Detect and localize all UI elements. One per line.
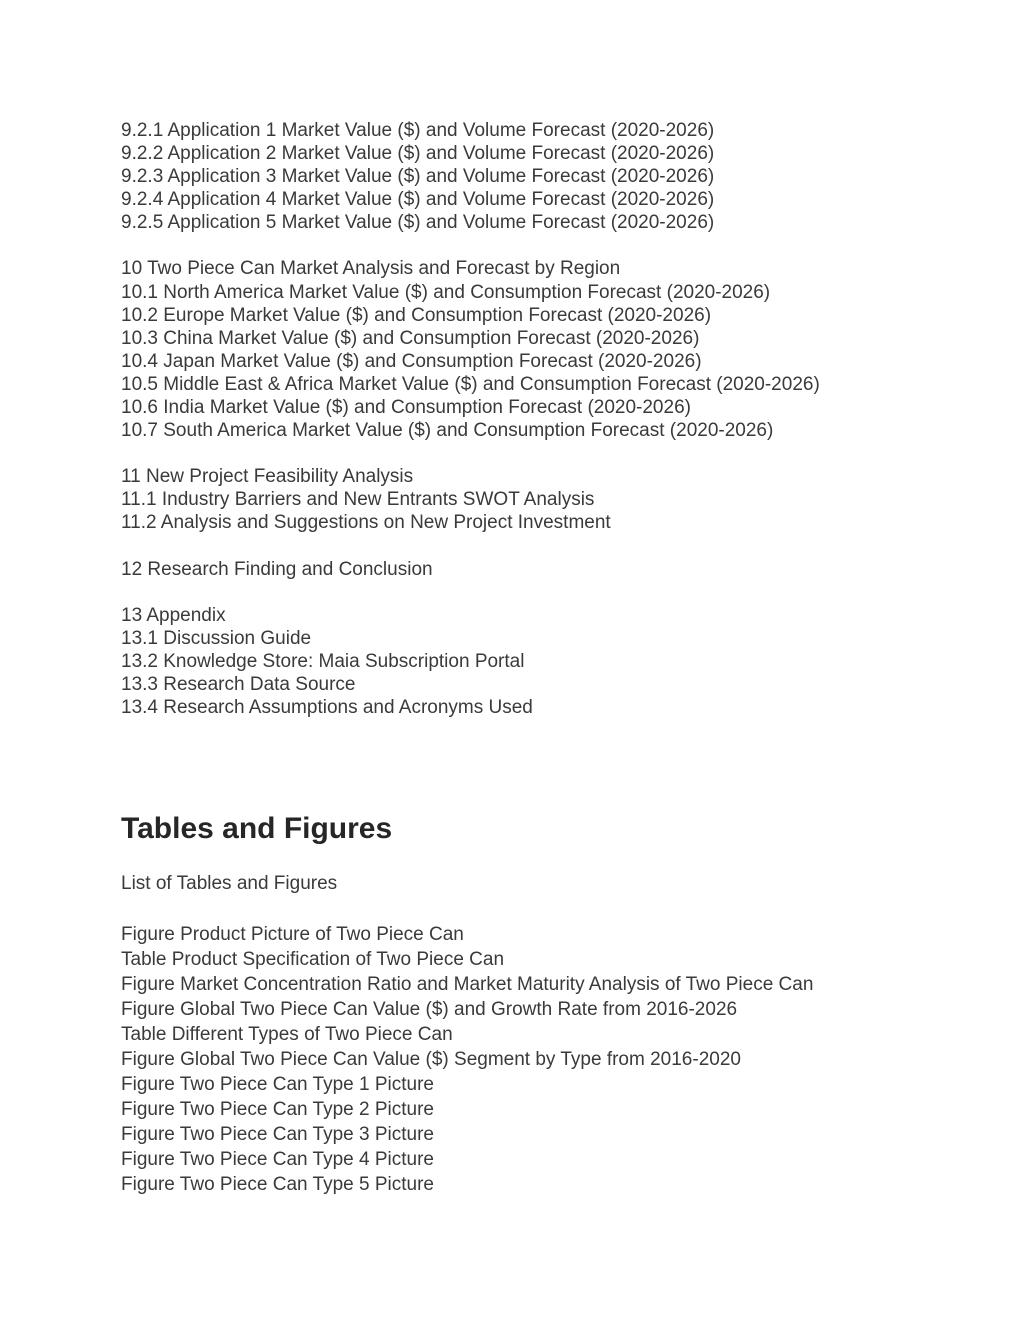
toc-entry: 10.4 Japan Market Value ($) and Consumption Forecast (2020-2026) <box>121 350 702 372</box>
toc-entry: 10.3 China Market Value ($) and Consumption Forecast (2020-2026) <box>121 327 700 349</box>
toc-entry: 10.6 India Market Value ($) and Consumption Forecast (2020-2026) <box>121 397 691 419</box>
toc-entry: 11.1 Industry Barriers and New Entrants SWOT Analysis <box>121 489 595 511</box>
figure-list-item: Figure Two Piece Can Type 2 Picture <box>121 1099 434 1120</box>
toc-entry: 9.2.2 Application 2 Market Value ($) and Volume Forecast (2020-2026) <box>121 143 715 165</box>
toc-entry: 10.5 Middle East & Africa Market Value ($) and Consumption Forecast (2020-2026) <box>121 373 820 395</box>
toc-entry: 10.2 Europe Market Value ($) and Consumption Forecast (2020-2026) <box>121 304 712 326</box>
table-of-contents <box>121 119 981 719</box>
toc-group <box>121 119 981 234</box>
figure-list-item: Figure Market Concentration Ratio and Market Maturity Analysis of Two Piece Can <box>121 974 814 995</box>
figure-list-item: Figure Two Piece Can Type 4 Picture <box>121 1149 434 1170</box>
toc-entry: 13.1 Discussion Guide <box>121 627 312 649</box>
toc-entry: 11.2 Analysis and Suggestions on New Project Investment <box>121 512 611 534</box>
toc-entry: 9.2.4 Application 4 Market Value ($) and Volume Forecast (2020-2026) <box>121 189 715 211</box>
toc-entry: 13.4 Research Assumptions and Acronyms Used <box>121 696 533 718</box>
figure-list-item: Figure Global Two Piece Can Value ($) and Growth Rate from 2016-2026 <box>121 999 738 1020</box>
toc-entry: 13.3 Research Data Source <box>121 673 356 695</box>
figure-list-item: Figure Two Piece Can Type 5 Picture <box>121 1174 434 1195</box>
toc-entry: 11 New Project Feasibility Analysis <box>121 466 414 488</box>
figure-list-item: Figure Two Piece Can Type 3 Picture <box>121 1124 434 1145</box>
toc-entry: 13.2 Knowledge Store: Maia Subscription Portal <box>121 650 525 672</box>
document-page <box>121 119 981 1195</box>
toc-group <box>121 257 981 442</box>
figure-list-item: Figure Global Two Piece Can Value ($) Segment by Type from 2016-2020 <box>121 1049 741 1070</box>
toc-entry: 10.7 South America Market Value ($) and Consumption Forecast (2020-2026) <box>121 420 774 442</box>
section-heading: Tables and Figures <box>121 812 393 845</box>
list-intro: List of Tables and Figures <box>121 873 338 894</box>
toc-entry: 10.1 North America Market Value ($) and Consumption Forecast (2020-2026) <box>121 281 771 303</box>
toc-entry: 10 Two Piece Can Market Analysis and Forecast by Region <box>121 258 621 280</box>
toc-entry: 13 Appendix <box>121 604 226 626</box>
toc-entry: 9.2.3 Application 3 Market Value ($) and Volume Forecast (2020-2026) <box>121 166 715 188</box>
figure-list-item: Table Product Specification of Two Piece Can <box>121 949 505 970</box>
toc-group <box>121 558 981 581</box>
toc-entry: 12 Research Finding and Conclusion <box>121 558 433 580</box>
toc-group <box>121 604 981 719</box>
toc-group <box>121 465 981 534</box>
toc-entry: 9.2.5 Application 5 Market Value ($) and Volume Forecast (2020-2026) <box>121 212 715 234</box>
figure-list-item: Figure Product Picture of Two Piece Can <box>121 924 464 945</box>
figure-list-item: Figure Two Piece Can Type 1 Picture <box>121 1074 434 1095</box>
figure-list-item: Table Different Types of Two Piece Can <box>121 1024 453 1045</box>
figure-list <box>121 922 813 1197</box>
toc-entry: 9.2.1 Application 1 Market Value ($) and Volume Forecast (2020-2026) <box>121 120 715 141</box>
